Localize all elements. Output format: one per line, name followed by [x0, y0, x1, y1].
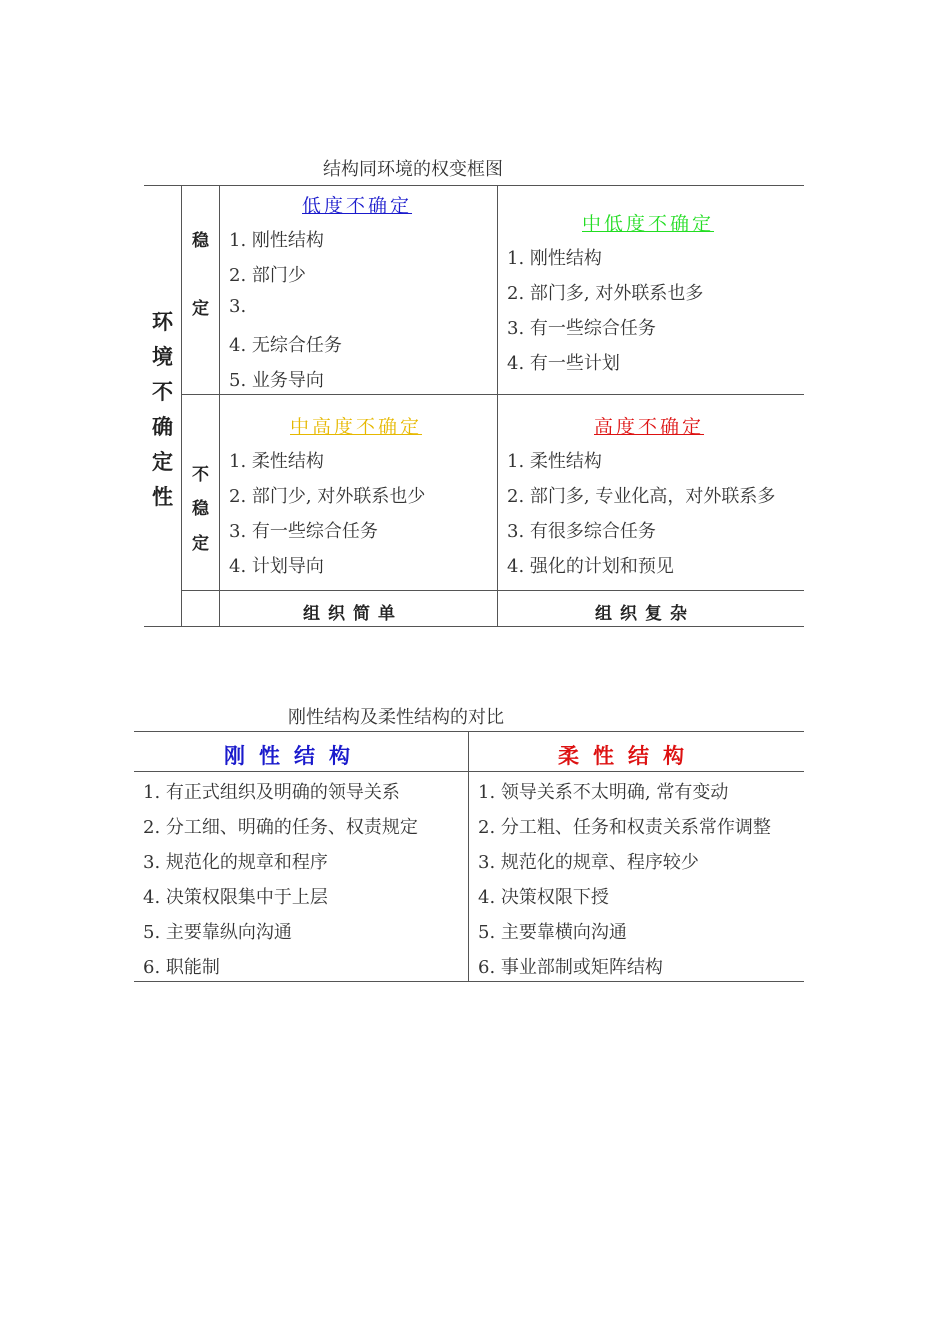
cell-midhigh-item-2: 2. 部门少, 对外联系也少 — [229, 486, 426, 507]
unstable-char-2: 稳 — [192, 499, 209, 519]
cell-midlow-item-1: 1. 刚性结构 — [507, 248, 602, 269]
stable-char-2: 定 — [192, 299, 209, 319]
flexible-item-3: 3. 规范化的规章、程序较少 — [478, 852, 699, 873]
t1-center-divider — [497, 185, 498, 626]
axis-char-4: 确 — [152, 415, 173, 439]
cell-high-item-2: 2. 部门多, 专业化高，对外联系多 — [507, 486, 776, 507]
cell-low-item-3: 3. — [229, 296, 247, 317]
rigid-item-4: 4. 决策权限集中于上层 — [143, 887, 328, 908]
cell-high-item-3: 3. 有很多综合任务 — [507, 521, 656, 542]
t2-center-divider — [468, 731, 469, 981]
cell-low-item-2: 2. 部门少 — [229, 265, 306, 286]
t1-footer-border — [181, 590, 804, 591]
t1-bottom-border — [144, 626, 804, 627]
cell-high-item-4: 4. 强化的计划和预见 — [507, 556, 674, 577]
flexible-item-1: 1. 领导关系不太明确, 常有变动 — [478, 782, 729, 803]
stable-char-1: 稳 — [192, 231, 209, 251]
flexible-item-6: 6. 事业部制或矩阵结构 — [478, 957, 663, 978]
cell-high-item-1: 1. 柔性结构 — [507, 451, 602, 472]
t1-axis-divider — [181, 185, 182, 626]
rigid-item-2: 2. 分工细、明确的任务、权责规定 — [143, 817, 418, 838]
cell-midhigh-item-4: 4. 计划导向 — [229, 556, 324, 577]
axis-char-2: 境 — [152, 345, 173, 369]
flexible-item-5: 5. 主要靠横向沟通 — [478, 922, 627, 943]
axis-char-3: 不 — [152, 380, 173, 404]
unstable-char-3: 定 — [192, 534, 209, 554]
t1-top-border — [144, 185, 804, 186]
cell-low-item-5: 5. 业务导向 — [229, 370, 324, 391]
rigid-item-6: 6. 职能制 — [143, 957, 220, 978]
t1-mid-border — [181, 394, 804, 395]
cell-midlow-item-3: 3. 有一些综合任务 — [507, 318, 656, 339]
flexible-item-2: 2. 分工粗、任务和权责关系常作调整 — [478, 817, 771, 838]
cell-mid-high-uncertainty-title: 中高度不确定 — [290, 416, 423, 438]
t1-label-divider — [219, 185, 220, 626]
footer-simple-org: 组织简单 — [303, 604, 403, 624]
flexible-structure-heading: 柔性结构 — [558, 744, 698, 768]
t2-bottom-border — [134, 981, 804, 982]
cell-midlow-item-2: 2. 部门多, 对外联系也多 — [507, 283, 704, 304]
cell-midhigh-item-3: 3. 有一些综合任务 — [229, 521, 378, 542]
rigid-item-1: 1. 有正式组织及明确的领导关系 — [143, 782, 400, 803]
cell-midhigh-item-1: 1. 柔性结构 — [229, 451, 324, 472]
axis-char-1: 环 — [152, 310, 173, 334]
cell-midlow-item-4: 4. 有一些计划 — [507, 353, 620, 374]
rigid-item-3: 3. 规范化的规章和程序 — [143, 852, 328, 873]
t2-header-border — [134, 771, 804, 772]
cell-mid-low-uncertainty-title: 中低度不确定 — [582, 213, 715, 235]
cell-low-item-4: 4. 无综合任务 — [229, 335, 342, 356]
footer-complex-org: 组织复杂 — [595, 604, 695, 624]
rigid-structure-heading: 刚性结构 — [224, 744, 364, 768]
axis-char-5: 定 — [152, 450, 173, 474]
cell-low-item-1: 1. 刚性结构 — [229, 230, 324, 251]
cell-low-uncertainty-title: 低度不确定 — [302, 195, 413, 217]
flexible-item-4: 4. 决策权限下授 — [478, 887, 609, 908]
t2-top-border — [134, 731, 804, 732]
cell-high-uncertainty-title: 高度不确定 — [594, 416, 705, 438]
table1-caption: 结构同环境的权变框图 — [323, 159, 503, 180]
rigid-item-5: 5. 主要靠纵向沟通 — [143, 922, 292, 943]
unstable-char-1: 不 — [192, 465, 209, 485]
axis-char-6: 性 — [152, 485, 173, 509]
table2-caption: 刚性结构及柔性结构的对比 — [288, 707, 504, 728]
